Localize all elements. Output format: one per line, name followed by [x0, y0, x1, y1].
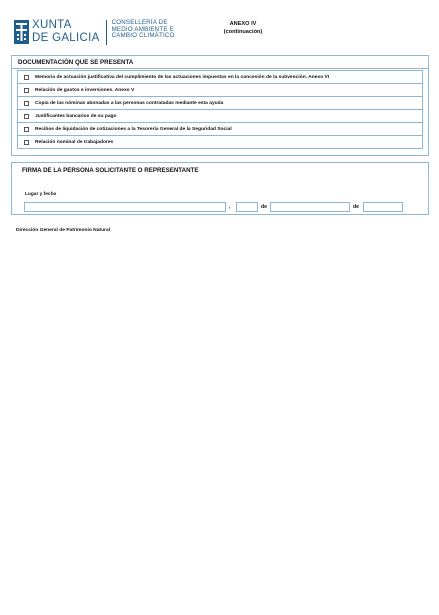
- department-line-3: CAMBIO CLIMÁTICO: [111, 32, 175, 39]
- place-input[interactable]: [24, 202, 226, 212]
- comma-separator: ,: [229, 204, 231, 210]
- xunta-emblem-icon: [14, 20, 29, 44]
- document-label: Copia de las nóminas abonadas a las personas contratadas mediante esta ayuda: [35, 100, 224, 106]
- document-label: Justificantes bancarios de su pago: [35, 113, 117, 119]
- list-item: [17, 83, 423, 97]
- list-item: [17, 109, 423, 123]
- document-label: Memoria de actuación justificativa del cumplimiento de las actuaciones impuestas en la concesión de la subvención. Anexo VI: [35, 74, 330, 80]
- de-separator: de: [353, 204, 360, 210]
- documentation-title: DOCUMENTACIÓN QUE SE PRESENTA: [18, 59, 134, 66]
- annex-heading: [210, 21, 276, 37]
- place-date-label: Lugar y fecha: [25, 192, 57, 197]
- year-input[interactable]: [363, 202, 403, 212]
- list-item: [17, 122, 423, 136]
- section-divider: [12, 68, 428, 69]
- document-checkbox[interactable]: [24, 101, 29, 106]
- documentation-section: [11, 55, 429, 156]
- signature-section: [11, 162, 429, 215]
- document-checkbox[interactable]: [24, 114, 29, 119]
- logo-wordmark: [32, 20, 100, 44]
- document-checkbox[interactable]: [24, 127, 29, 132]
- document-label: Relación nominal de trabajadores: [35, 139, 114, 145]
- signature-title: FIRMA DE LA PERSONA SOLICITANTE O REPRESENTANTE: [22, 167, 199, 174]
- document-checkbox[interactable]: [24, 75, 29, 80]
- logo-divider: [106, 20, 107, 45]
- annex-subtitle: (continuación): [223, 28, 263, 35]
- de-separator: de: [261, 204, 268, 210]
- list-item: [17, 96, 423, 110]
- department-line-2: MEDIO AMBIENTE E: [111, 25, 174, 33]
- document-label: Recibos de liquidación de cotizaciones a la Tesorería General de la Seguridad Social: [35, 126, 232, 132]
- day-input[interactable]: [236, 202, 258, 212]
- logo-line-2: DE GALICIA: [32, 31, 100, 44]
- document-label: Relación de gastos e inversiones. Anexo V: [35, 87, 135, 93]
- month-input[interactable]: [270, 202, 350, 212]
- footer-text: Dirección General de Patrimonio Natural: [16, 228, 111, 233]
- list-item: [17, 135, 423, 149]
- annex-title: ANEXO IV: [229, 21, 257, 27]
- department-name: [112, 20, 175, 40]
- department-line-1: CONSELLERÍA DE: [111, 19, 168, 26]
- logo-line-1: XUNTA: [32, 19, 72, 31]
- xunta-logo: [14, 20, 175, 45]
- list-item: [17, 70, 423, 84]
- document-checkbox[interactable]: [24, 140, 29, 145]
- documentation-list: [17, 70, 423, 148]
- document-checkbox[interactable]: [24, 88, 29, 93]
